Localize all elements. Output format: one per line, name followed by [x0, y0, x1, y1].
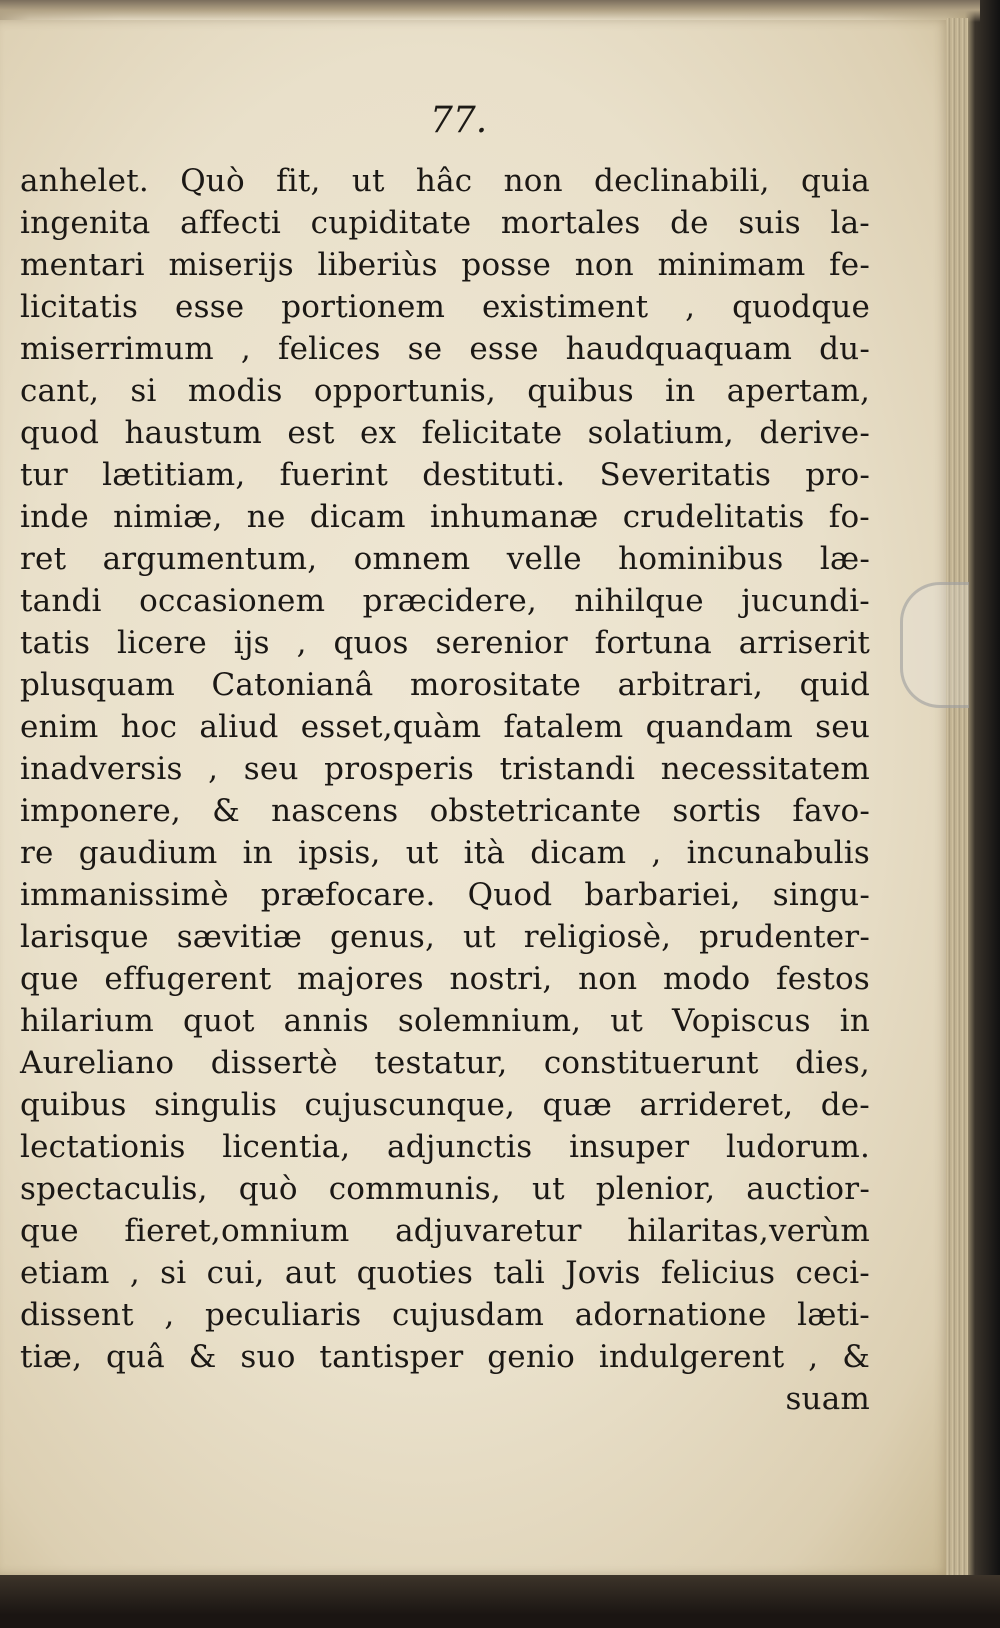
body-text	[20, 160, 870, 1420]
book-bottom-edge	[0, 1575, 1000, 1628]
text-line: immanissimè præfocare. Quod barbariei, singu-	[20, 877, 870, 913]
page-clip	[900, 582, 969, 708]
text-line: licitatis esse portionem existiment , quodque	[20, 289, 870, 325]
text-line: etiam , si cui, aut quoties tali Jovis felicius ceci-	[20, 1255, 870, 1291]
text-line: imponere, & nascens obstetricante sortis favo-	[20, 793, 870, 829]
page-number: 77.	[430, 100, 488, 141]
text-line: spectaculis, quò communis, ut plenior, auctior-	[20, 1171, 870, 1207]
text-line: larisque sævitiæ genus, ut religiosè, prudenter-	[20, 919, 870, 955]
text-line: que effugerent majores nostri, non modo festos	[20, 961, 870, 997]
text-line: cant, si modis opportunis, quibus in apertam,	[20, 373, 870, 409]
text-line: tiæ, quâ & suo tantisper genio indulgerent , &	[20, 1339, 870, 1375]
text-line: anhelet. Quò fit, ut hâc non declinabili, quia	[20, 163, 870, 199]
text-line: que fieret,omnium adjuvaretur hilaritas,verùm	[20, 1213, 870, 1249]
text-line: tatis licere ijs , quos serenior fortuna arriserit	[20, 625, 870, 661]
book-top-edge	[0, 0, 980, 22]
text-line: ret argumentum, omnem velle hominibus læ-	[20, 541, 870, 577]
text-line: mentari miserijs liberiùs posse non minimam fe-	[20, 247, 870, 283]
text-line: hilarium quot annis solemnium, ut Vopiscus in	[20, 1003, 870, 1039]
text-line: tur lætitiam, fuerint destituti. Severitatis pro-	[20, 457, 870, 493]
text-line: inadversis , seu prosperis tristandi necessitatem	[20, 751, 870, 787]
text-line: lectationis licentia, adjunctis insuper ludorum.	[20, 1129, 870, 1165]
text-line: dissent , peculiaris cujusdam adornatione læti-	[20, 1297, 870, 1333]
text-line: quod haustum est ex felicitate solatium, derive-	[20, 415, 870, 451]
text-line: enim hoc aliud esset,quàm fatalem quandam seu	[20, 709, 870, 745]
text-line: miserrimum , felices se esse haudquaquam du-	[20, 331, 870, 367]
catchword: suam	[785, 1381, 870, 1417]
text-line: inde nimiæ, ne dicam inhumanæ crudelitatis fo-	[20, 499, 870, 535]
text-line: plusquam Catonianâ morositate arbitrari, quid	[20, 667, 870, 703]
text-line: quibus singulis cujuscunque, quæ arrideret, de-	[20, 1087, 870, 1123]
text-line: re gaudium in ipsis, ut ità dicam , incunabulis	[20, 835, 870, 871]
text-line: ingenita affecti cupiditate mortales de suis la-	[20, 205, 870, 241]
text-line: Aureliano dissertè testatur, constituerunt dies,	[20, 1045, 870, 1081]
page-edges	[946, 18, 968, 1578]
text-line: tandi occasionem præcidere, nihilque jucundi-	[20, 583, 870, 619]
